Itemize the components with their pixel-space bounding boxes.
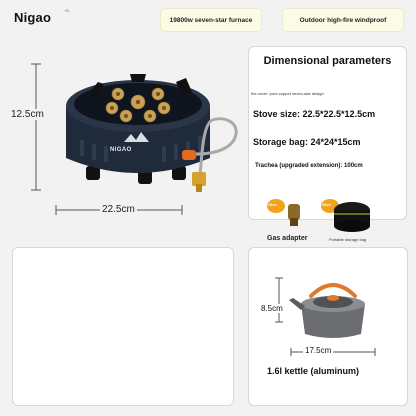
- feature-badge-windproof: Outdoor high-fire windproof: [282, 8, 404, 32]
- kettle-card: [248, 247, 408, 406]
- stove-size-spec: Stove size: 22.5*22.5*12.5cm: [253, 109, 376, 119]
- dimensions-title: Dimensional parameters: [263, 55, 392, 67]
- height-dimension-line: [10, 62, 54, 192]
- stove-logo-text: NIGAO: [110, 147, 132, 153]
- stove-width-label: 22.5cm: [102, 204, 135, 215]
- gas-adapter-caption: Gas adapter: [267, 235, 308, 242]
- brand-mark: +B: [64, 8, 70, 13]
- storage-bag-caption: Portable storage bag: [329, 237, 367, 242]
- kettle-name: 1.6l kettle (aluminum): [267, 366, 360, 376]
- stove-height-label: 12.5cm: [11, 109, 44, 120]
- kettle-width-label: 17.5cm: [305, 346, 332, 355]
- feature-badge-power: 19800w seven-star furnace: [160, 8, 262, 32]
- kettle-height-label: 8.5cm: [261, 304, 283, 313]
- blank-panel: [12, 247, 234, 406]
- fire-cover-note: fire cover: pure copper seven-star design: [251, 91, 324, 96]
- give-badge-bag: Give: [322, 202, 331, 207]
- brand-name: Nigao: [14, 10, 52, 25]
- trachea-spec: Trachea (upgraded extension): 100cm: [255, 163, 363, 169]
- give-badge-gas: Give: [268, 202, 277, 207]
- kettle-image: [287, 276, 379, 340]
- stove-height-measure: [10, 62, 54, 192]
- stove-image: [52, 56, 242, 198]
- storage-bag-spec: Storage bag: 24*24*15cm: [253, 137, 361, 147]
- dimensions-card: [248, 46, 407, 220]
- kettle-height-line: [273, 276, 285, 324]
